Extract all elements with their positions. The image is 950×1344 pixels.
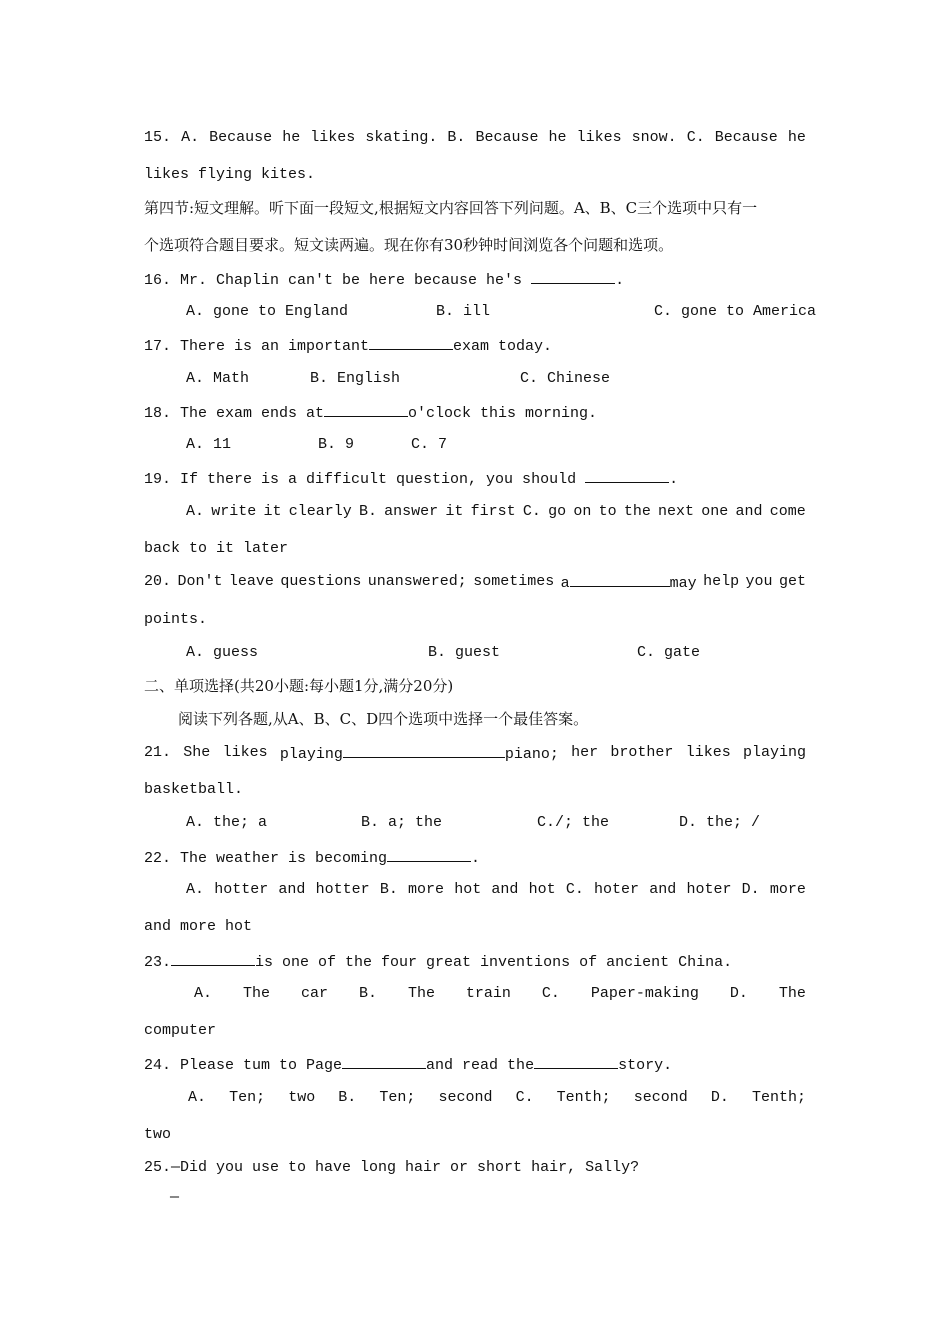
q24-options [188,1088,806,1108]
q24-answer-blank-1 [342,1054,426,1069]
q21-option-a: A. the; a [186,814,268,831]
q24-option-word: Ten; [229,1089,266,1106]
q15-word: Because [714,129,778,146]
q21-stem-continued: basketball. [144,781,244,798]
q24-stem [144,1054,806,1076]
q15-word: he [548,129,567,146]
q22-option-word: B. [379,881,398,898]
q21-word: 21. [144,744,172,761]
q15-word: A. [181,129,200,146]
q15-word: likes [310,129,356,146]
q22-option-word: more [408,881,445,898]
section4-instruction-line2: 个选项符合题目要求。短文读两遍。现在你有30秒钟时间浏览各个问题和选项。 [144,236,674,254]
q18-options [186,435,806,455]
q20-option-b: B. guest [428,644,501,661]
q21-word: playing [279,746,343,763]
q15-word: B. [447,129,466,146]
q24-stem-text: 24. Please tum to Page [144,1057,343,1074]
q24-option-word: Ten; [379,1089,416,1106]
q22-option-word: and [278,881,306,898]
q21-word: piano; [504,746,559,763]
q21-option-c: C./; the [537,814,610,831]
q15-word: he [282,129,301,146]
q19-option-word: clearly [288,503,352,520]
q19-option-word: answer [384,503,439,520]
q25-answer-dash: — [170,1189,180,1206]
q20-word: questions [280,573,362,590]
q23-option-word: B. [358,985,377,1002]
q19-stem [144,468,806,490]
q21-word: playing [742,744,806,761]
q17-answer-blank [369,335,453,350]
q19-option-word: the [623,503,651,520]
q15-word: snow. [631,129,677,146]
q23-option-word: A. [194,985,213,1002]
q23-option-word: C. [541,985,560,1002]
q25-stem: 25.—Did you use to have long hair or short hair, Sally? [144,1159,640,1176]
q23-option-word: train [465,985,511,1002]
q18-stem [144,402,806,424]
q20-word: get [778,573,806,590]
q18-option-c: C. 7 [411,436,448,453]
q20-word: 20. [144,573,172,590]
q19-answer-blank [585,468,669,483]
q22-option-word: hot [454,881,482,898]
q20-word: unanswered; [367,573,467,590]
q21-answer-blank [343,743,505,758]
q23-options-continued: computer [144,1022,217,1039]
q19-option-word: to [598,503,617,520]
q24-stem-end: story. [618,1057,673,1074]
q24-option-word: A. [188,1089,207,1106]
q16-option-a: A. gone to England [186,303,349,320]
q19-option-word: B. [358,503,377,520]
q21-option-b: B. a; the [361,814,443,831]
q24-option-word: two [288,1089,316,1106]
q24-option-word: Tenth; [751,1089,806,1106]
q23-option-word: D. [729,985,748,1002]
q19-stem-text: 19. If there is a difficult question, you should [144,471,577,488]
q22-stem-text: 22. The weather is becoming [144,850,388,867]
q21-stem [144,743,806,765]
q20-word: a [560,575,570,592]
q18-answer-blank [324,402,408,417]
q24-option-word: B. [338,1089,357,1106]
q19-option-word: it [263,503,282,520]
q16-stem-end: . [615,272,625,289]
q24-options-continued: two [144,1126,172,1143]
q20-stem [144,572,806,594]
q21-options [186,813,806,833]
q23-options [194,984,806,1004]
q24-option-word: second [633,1089,688,1106]
q19-option-word: it [445,503,464,520]
q21-word: likes [222,744,268,761]
q19-stem-end: . [669,471,679,488]
q16-options [186,302,817,322]
q19-option-word: go [548,503,567,520]
section4-instruction-line1: 第四节:短文理解。听下面一段短文,根据短文内容回答下列问题。A、B、C三个选项中只有一 [144,199,758,217]
q21-blank-group [280,743,559,765]
q20-answer-blank [570,572,670,587]
q17-option-c: C. Chinese [520,370,611,387]
q20-word: Don't [177,573,223,590]
q16-stem-text: 16. Mr. Chaplin can't be here because he's [144,272,523,289]
q16-answer-blank [531,269,615,284]
q23-option-word: The [242,985,270,1002]
q19-option-word: C. [522,503,541,520]
q20-word: leave [228,573,274,590]
q22-options [186,880,806,900]
q23-option-word: The [407,985,435,1002]
q17-option-a: A. Math [186,370,250,387]
q20-options [186,643,806,663]
q23-option-word: Paper-making [590,985,699,1002]
q19-option-word: next [658,503,695,520]
q24-option-word: Tenth; [556,1089,611,1106]
q22-options-continued: and more hot [144,918,253,935]
part2-title: 二、单项选择(共20小题:每小题1分,满分20分) [144,677,454,695]
q22-option-word: C. [565,881,584,898]
q24-answer-blank-2 [534,1054,618,1069]
q19-option-word: and [735,503,763,520]
q15-line1 [144,128,806,148]
q19-option-word: on [573,503,592,520]
q18-option-b: B. 9 [318,436,355,453]
q21-word: brother [610,744,674,761]
q18-stem-end: o'clock this morning. [408,405,598,422]
q23-stem-number: 23. [144,954,172,971]
q17-stem-end: exam today. [453,338,553,355]
q15-word: likes [576,129,622,146]
q17-stem-text: 17. There is an important [144,338,370,355]
q19-option-word: A. [186,503,205,520]
q22-option-word: hotter [315,881,370,898]
q19-option-word: one [701,503,729,520]
q22-stem [144,847,806,869]
q20-word: may [669,575,697,592]
q16-stem [144,269,806,291]
q21-option-d: D. the; / [679,814,761,831]
q22-stem-end: . [471,850,481,867]
q15-line2: likes flying kites. [144,166,316,183]
q21-word: likes [685,744,731,761]
q21-word: She [183,744,211,761]
q15-word: Because [209,129,273,146]
q15-word: C. [686,129,705,146]
q22-option-word: and [649,881,677,898]
q18-stem-text: 18. The exam ends at [144,405,325,422]
q15-word: 15. [144,129,172,146]
q17-stem [144,335,806,357]
q22-option-word: D. [741,881,760,898]
q16-option-b: B. ill [436,303,491,320]
q20-stem-continued: points. [144,611,208,628]
q15-word: Because [475,129,539,146]
q22-answer-blank [387,847,471,862]
q23-stem-end: is one of the four great inventions of ancient China. [255,954,733,971]
q20-word: you [745,573,773,590]
q22-option-word: hotter [214,881,269,898]
q19-option-word: write [211,503,257,520]
q24-option-word: second [438,1089,493,1106]
q19-options [186,502,806,522]
q15-word: he [787,129,806,146]
q22-option-word: and [491,881,519,898]
q22-option-word: hoter [594,881,640,898]
q15-word: skating. [365,129,438,146]
q22-option-word: hot [528,881,556,898]
q23-option-word: car [300,985,328,1002]
q22-option-word: A. [186,881,205,898]
q23-option-word: The [778,985,806,1002]
q19-option-word: first [470,503,516,520]
part2-instruction: 阅读下列各题,从A、B、C、D四个选项中选择一个最佳答案。 [178,710,589,728]
q24-option-word: D. [710,1089,729,1106]
q18-option-a: A. 11 [186,436,232,453]
q22-option-word: hoter [686,881,732,898]
q19-options-continued: back to it later [144,540,289,557]
q19-option-word: come [769,503,806,520]
q22-option-word: more [769,881,806,898]
q23-answer-blank [171,951,255,966]
q24-option-word: C. [515,1089,534,1106]
q20-option-a: A. guess [186,644,259,661]
q20-word: help [703,573,740,590]
q20-option-c: C. gate [637,644,701,661]
q24-stem-mid: and read the [426,1057,535,1074]
q20-blank-group [561,572,697,594]
q23-stem [144,951,806,973]
q20-word: sometimes [473,573,555,590]
q17-options [186,369,806,389]
q17-option-b: B. English [310,370,401,387]
q21-word: her [571,744,599,761]
q16-option-c: C. gone to America [654,303,817,320]
